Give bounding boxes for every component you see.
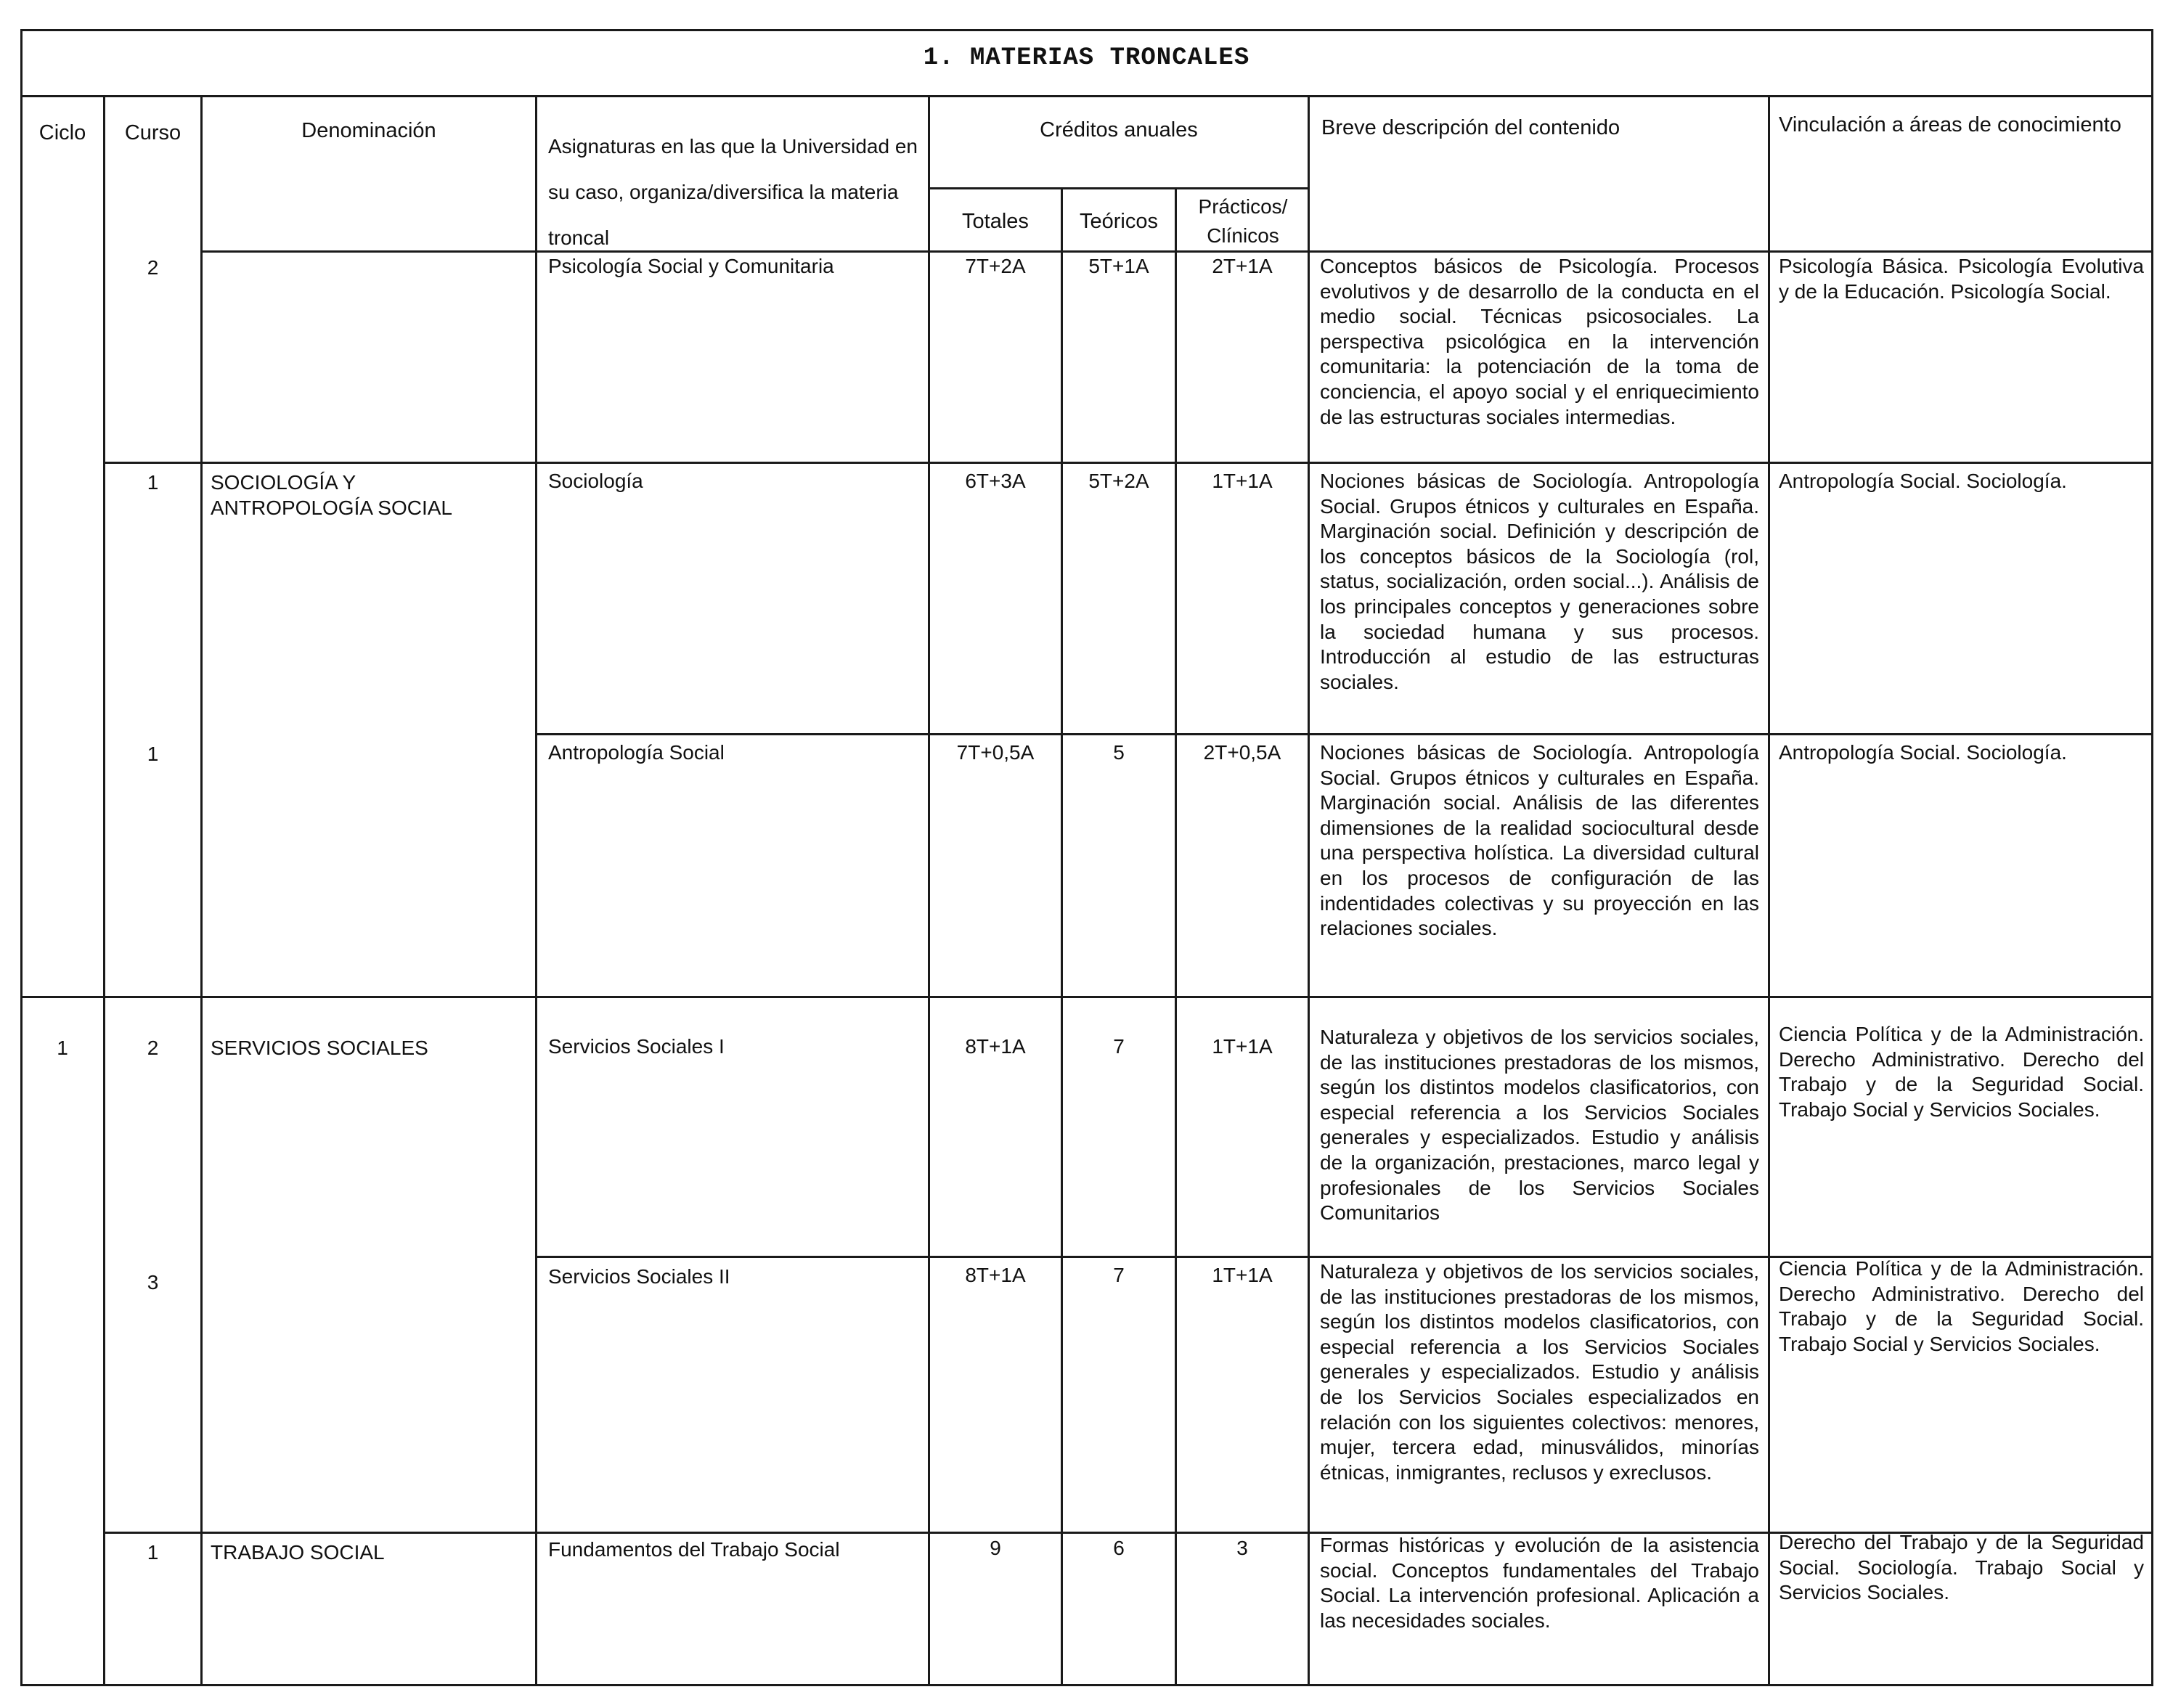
row-teoricos: 5T+1A [1088, 255, 1149, 277]
ciclo-value: 1 [57, 1037, 68, 1059]
row-curso: 2 [147, 1037, 159, 1059]
row-teoricos: 7 [1113, 1264, 1125, 1286]
title-row-bottom-rule [20, 95, 2153, 97]
row-vinculacion: Derecho del Trabajo y de la Seguridad Social. Sociología. Trabajo Social y Servicios Sociales. [1779, 1531, 2144, 1604]
row-rule-3 [20, 996, 2153, 998]
table-border-bottom [20, 1684, 2153, 1686]
row-practicos: 1T+1A [1212, 470, 1273, 492]
row-teoricos: 6 [1113, 1537, 1125, 1559]
row-descripcion: Conceptos básicos de Psicología. Procesos evolutivos y de desarrollo de la conducta en el medio social. Técnicas psicosociales. La perspectiva psicológica en la intervención comunitaria: la potenciación de la toma de conciencia, el apoyo social y el enriquecimiento de las estructuras sociales intermedias. [1320, 255, 1759, 428]
col-rule-denominacion [535, 95, 537, 1686]
row-descripcion: Nociones básicas de Sociología. Antropología Social. Grupos étnicos y culturales en España. Marginación social. Definición y descripción de los conceptos básicos de la Sociología (rol, status, socialización, orden social...). Análisis de los principales conceptos y generaciones sobre la sociedad humana y sus procesos. Introducción al estudio de las estructuras sociales. [1320, 470, 1759, 693]
header-teoricos: Teóricos [1080, 210, 1158, 233]
header-creditos-anuales: Créditos anuales [1040, 118, 1198, 142]
row-descripcion: Naturaleza y objetivos de los servicios sociales, de las instituciones prestadoras de los mismos, según los distintos modelos clasificatorios, con especial referencia a los Servicios Sociales generales y especializados. Estudio y análisis de la organización, prestaciones, marco legal y profesionales de los Servicios Sociales Comunitarios [1320, 1026, 1759, 1225]
col-rule-practicos [1308, 95, 1310, 1686]
row-teoricos: 5T+2A [1088, 470, 1149, 492]
row-curso: 2 [147, 256, 159, 279]
row-practicos: 1T+1A [1212, 1035, 1273, 1058]
col-rule-ciclo [103, 95, 105, 1686]
row-practicos: 1T+1A [1212, 1264, 1273, 1286]
row-denominacion: SERVICIOS SOCIALES [211, 1037, 428, 1059]
col-rule-curso [200, 95, 203, 1686]
table-border-top [20, 29, 2153, 31]
row-teoricos: 7 [1113, 1035, 1125, 1058]
row-totales: 9 [990, 1537, 1001, 1559]
col-rule-asignaturas [928, 95, 930, 1686]
header-asignaturas: Asignaturas en las que la Universidad en su caso, organiza/diversifica la materia troncal [548, 135, 918, 249]
page-title: 1. MATERIAS TRONCALES [923, 44, 1250, 72]
row-vinculacion: Ciencia Política y de la Administración. Derecho Administrativo. Derecho del Trabajo y de la Seguridad Social. Trabajo Social y Servicios Sociales. [1779, 1023, 2144, 1121]
header-ciclo: Ciclo [38, 121, 86, 144]
row-asignatura: Fundamentos del Trabajo Social [548, 1538, 840, 1561]
header-curso: Curso [124, 121, 182, 144]
row-totales: 7T+0,5A [956, 741, 1035, 764]
row-totales: 6T+3A [965, 470, 1026, 492]
row-practicos: 3 [1236, 1537, 1248, 1559]
col-rule-teoricos [1175, 187, 1177, 1686]
col-rule-totales [1061, 187, 1063, 1686]
header-practicos: Prácticos/ Clínicos [1198, 195, 1288, 247]
row-descripcion: Nociones básicas de Sociología. Antropología Social. Grupos étnicos y culturales en España. Marginación social. Análisis de las diferentes dimensiones de la realidad sociocultural desde una perspectiva holística. La diversidad cultural en los procesos de configuración de las indentidades colectivas y su proyección en las relaciones sociales. [1320, 741, 1759, 940]
header-bottom-rule [202, 250, 2153, 253]
row-curso: 1 [147, 471, 159, 494]
row-asignatura: Servicios Sociales II [548, 1265, 730, 1288]
row-vinculacion: Antropología Social. Sociología. [1779, 741, 2067, 764]
col-rule-descripcion [1768, 95, 1770, 1686]
row-rule-2 [536, 733, 2153, 735]
row-curso: 1 [147, 1541, 159, 1564]
row-descripcion: Formas históricas y evolución de la asistencia social. Conceptos fundamentales del Trabajo Social. La intervención profesional. Aplicación a las necesidades sociales. [1320, 1534, 1759, 1632]
row-totales: 7T+2A [965, 255, 1026, 277]
header-denominacion: Denominación [301, 119, 436, 142]
row-asignatura: Servicios Sociales I [548, 1035, 725, 1058]
creditos-header-rule [929, 187, 1310, 189]
row-vinculacion: Psicología Básica. Psicología Evolutiva y de la Educación. Psicología Social. [1779, 255, 2144, 303]
table-border-right [2151, 29, 2153, 1686]
row-teoricos: 5 [1113, 741, 1125, 764]
row-asignatura: Sociología [548, 470, 643, 492]
row-totales: 8T+1A [965, 1264, 1026, 1286]
header-vinculacion: Vinculación a áreas de conocimiento [1779, 113, 2121, 136]
row-descripcion: Naturaleza y objetivos de los servicios sociales, de las instituciones prestadoras de los mismos, según los distintos modelos clasificatorios, con especial referencia a los Servicios Sociales generales y especializados. Estudio y análisis de los Servicios Sociales especializados en relación con los siguientes colectivos: menores, mujer, tercera edad, minusválidos, minorías étnicas, inmigrantes, reclusos y exreclusos. [1320, 1260, 1759, 1484]
row-curso: 3 [147, 1271, 159, 1294]
row-asignatura: Psicología Social y Comunitaria [548, 255, 834, 277]
row-rule-1 [105, 462, 2153, 464]
row-practicos: 2T+0,5A [1203, 741, 1281, 764]
row-curso: 1 [147, 743, 159, 765]
row-denominacion: SOCIOLOGÍA Y ANTROPOLOGÍA SOCIAL [211, 471, 452, 519]
row-totales: 8T+1A [965, 1035, 1026, 1058]
row-vinculacion: Ciencia Política y de la Administración. Derecho Administrativo. Derecho del Trabajo y de la Seguridad Social. Trabajo Social y Servicios Sociales. [1779, 1257, 2144, 1355]
row-vinculacion: Antropología Social. Sociología. [1779, 470, 2067, 492]
header-totales: Totales [962, 210, 1029, 233]
row-denominacion: TRABAJO SOCIAL [211, 1541, 385, 1564]
row-practicos: 2T+1A [1212, 255, 1273, 277]
table-border-left [20, 29, 23, 1686]
header-descripcion: Breve descripción del contenido [1321, 116, 1620, 139]
row-asignatura: Antropología Social [548, 741, 725, 764]
